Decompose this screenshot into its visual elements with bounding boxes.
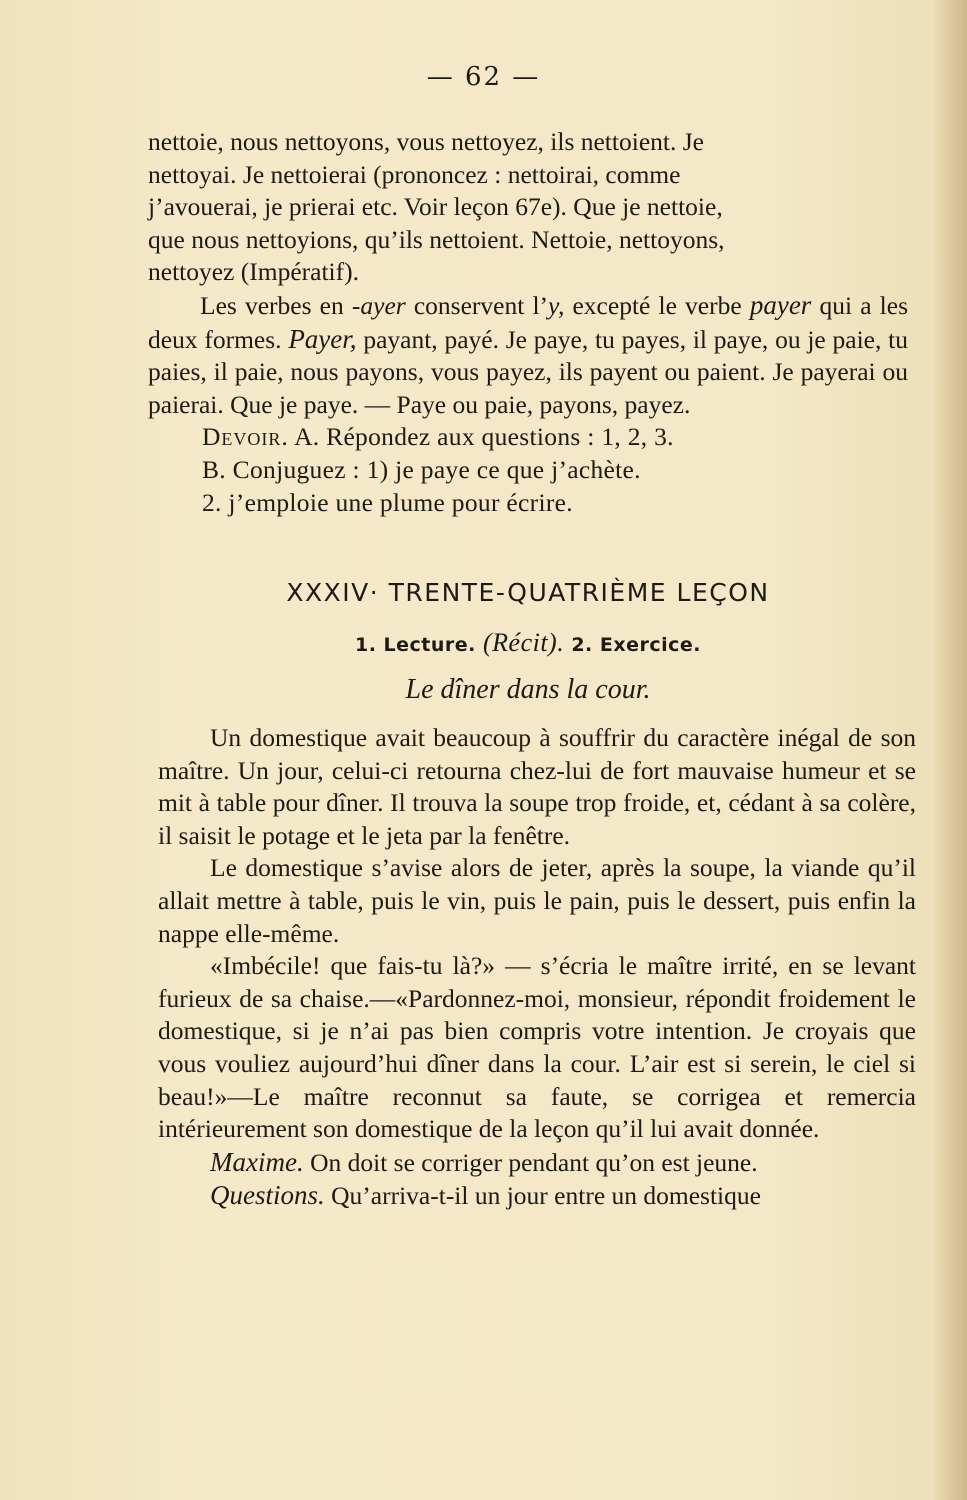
conjugation-block — [148, 126, 908, 519]
lesson-subheading — [148, 628, 908, 658]
text-run: 2. Exercice. — [564, 634, 702, 656]
text-run: excepté le verbe — [564, 290, 750, 320]
text-line: nettoyai. Je nettoierai (prononcez : nettoirai, comme — [148, 159, 681, 189]
italic-term: payer — [749, 289, 812, 320]
story-paragraph: Le domestique s’avise alors de jeter, après la soupe, la viande qu’il allait mettre à table, puis le vin, puis le pain, puis le dessert, puis enfin la nappe elle-même. — [158, 853, 916, 948]
text-run: Qu’arriva-t-il un jour entre un domestique — [324, 1181, 761, 1211]
text-line: nettoie, nous nettoyons, vous nettoyez, ils nettoient. Je — [148, 127, 704, 156]
page-number: — 62 — — [426, 62, 541, 92]
text-run: qui a les deux formes. — [148, 290, 909, 354]
payer-paragraph — [148, 289, 908, 421]
page-edge-shadow — [933, 0, 967, 1500]
text-run: On doit se corriger pendant qu’on est jeune. — [303, 1147, 758, 1177]
text-run: payant, payé. Je paye, tu payes, il paye, ou je paie, tu paies, il paie, nous payons, vous payez, ils payent ou paient. Je payerai ou paierai. Que je paye. — Paye ou paie, payons, payez. — [148, 324, 908, 419]
italic-term: -ayer — [351, 290, 406, 320]
text-run: A. Répondez aux questions : 1, 2, 3. — [288, 422, 674, 452]
story-title: Le dîner dans la cour. — [405, 674, 651, 705]
recit-label: (Récit). — [482, 628, 565, 657]
text-line: que nous nettoyions, qu’ils nettoient. Nettoie, nettoyons, — [148, 224, 725, 254]
devoir-line — [148, 421, 908, 454]
story-paragraph: Un domestique avait beaucoup à souffrir du caractère inégal de son maître. Un jour, celui-ci retourna chez-lui de fort mauvaise humeur et se mit à table pour dîner. Il trouva la soupe trop froide, et, cédant à sa colère, il saisit le potage et le jeta par la fenêtre. — [158, 723, 916, 850]
devoir-line: B. Conjuguez : 1) je paye ce que j’achète. — [202, 454, 641, 484]
italic-term: y, — [548, 290, 565, 320]
story-paragraph: «Imbécile! que fais-tu là?» — s’écria le maître irrité, en se levant furieux de sa chaise.—«Pardonnez-moi, monsieur, répondit froidement le domestique, si je n’ai pas bien compris votre intention. Je croyais que vous vouliez aujourd’hui dîner dans la cour. L’air est si serein, le ciel si beau!»—Le maître reconnut sa faute, se corrigea et remercia intérieurement son domestique de la leçon qu’il lui avait donnée. — [158, 951, 916, 1144]
maxime-line — [158, 1146, 916, 1180]
questions-line — [158, 1179, 916, 1213]
maxime-label: Maxime. — [210, 1146, 304, 1177]
text-line: nettoyez (Impératif). — [148, 257, 359, 287]
story-body — [158, 722, 916, 1213]
devoir-line: 2. j’emploie une plume pour écrire. — [202, 487, 573, 517]
italic-term: Payer, — [288, 323, 357, 354]
text-line: j’avouerai, je prierai etc. Voir leçon 67e). Que je nettoie, — [148, 192, 723, 222]
text-run: conservent l’ — [405, 290, 549, 320]
devoir-label: Devoir. — [202, 422, 289, 452]
text-run: 1. Lecture. — [354, 634, 483, 656]
questions-label: Questions. — [210, 1180, 325, 1211]
text-run: Les verbes en — [200, 290, 352, 320]
lesson-heading: XXXIV· TRENTE-QUATRIÈME LEÇON — [286, 578, 770, 607]
